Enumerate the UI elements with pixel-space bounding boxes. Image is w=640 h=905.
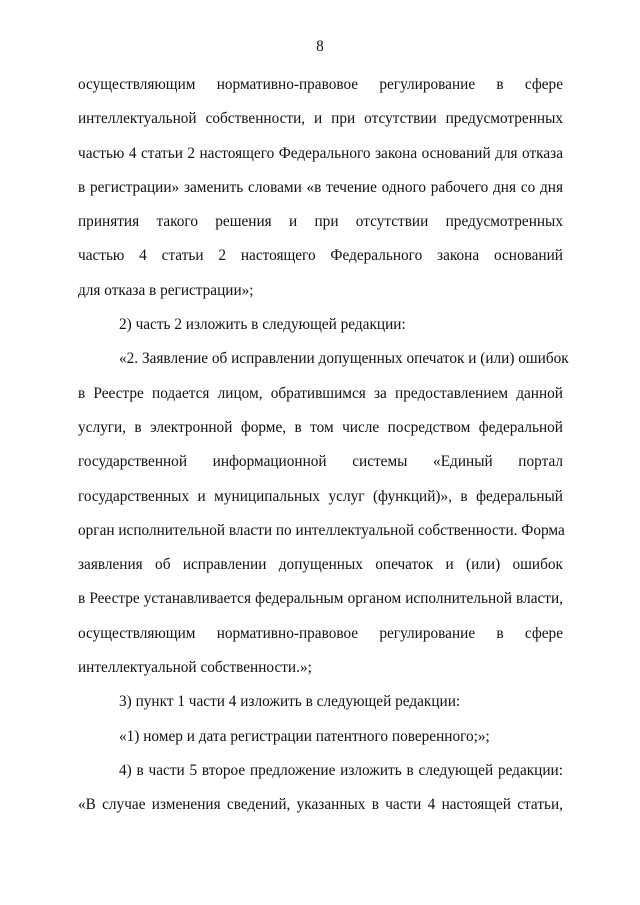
text-line: государственной информационной системы «Единый портал (78, 453, 563, 471)
text-line: частью 4 статьи 2 настоящего Федерального закона оснований для отказа (78, 144, 563, 162)
text-line: орган исполнительной власти по интеллектуальной собственности. Форма (78, 521, 565, 539)
text-line: услуги, в электронной форме, в том числе посредством федеральной (78, 418, 563, 436)
page-number: 8 (316, 38, 324, 55)
text-line: интеллектуальной собственности.»; (78, 659, 312, 677)
text-line: интеллектуальной собственности, и при отсутствии предусмотренных (78, 110, 563, 128)
text-line: в регистрации» заменить словами «в течение одного рабочего дня со дня (78, 178, 563, 196)
text-line: «В случае изменения сведений, указанных в части 4 настоящей статьи, (78, 796, 563, 814)
text-line: государственных и муниципальных услуг (функций)», в федеральный (78, 487, 563, 505)
text-line: для отказа в регистрации»; (78, 281, 254, 299)
text-line: заявления об исправлении допущенных опечаток и (или) ошибок (78, 556, 563, 574)
text-line: 3) пункт 1 части 4 изложить в следующей редакции: (119, 693, 461, 711)
text-line: принятия такого решения и при отсутствии предусмотренных (78, 213, 563, 231)
text-line: осуществляющим нормативно-правовое регулирование в сфере (78, 624, 563, 642)
text-line: «2. Заявление об исправлении допущенных опечаток и (или) ошибок (119, 350, 569, 368)
text-line: «1) номер и дата регистрации патентного поверенного;»; (119, 727, 490, 745)
text-line: 2) часть 2 изложить в следующей редакции: (119, 316, 406, 334)
text-line: в Реестре подается лицом, обратившимся за предоставлением данной (78, 384, 563, 402)
text-line: 4) в части 5 второе предложение изложить в следующей редакции: (119, 761, 563, 779)
text-line: в Реестре устанавливается федеральным органом исполнительной власти, (78, 590, 563, 608)
document-body (78, 74, 569, 829)
text-line: осуществляющим нормативно-правовое регулирование в сфере (78, 76, 563, 93)
text-line: частью 4 статьи 2 настоящего Федерального закона оснований (78, 247, 563, 265)
